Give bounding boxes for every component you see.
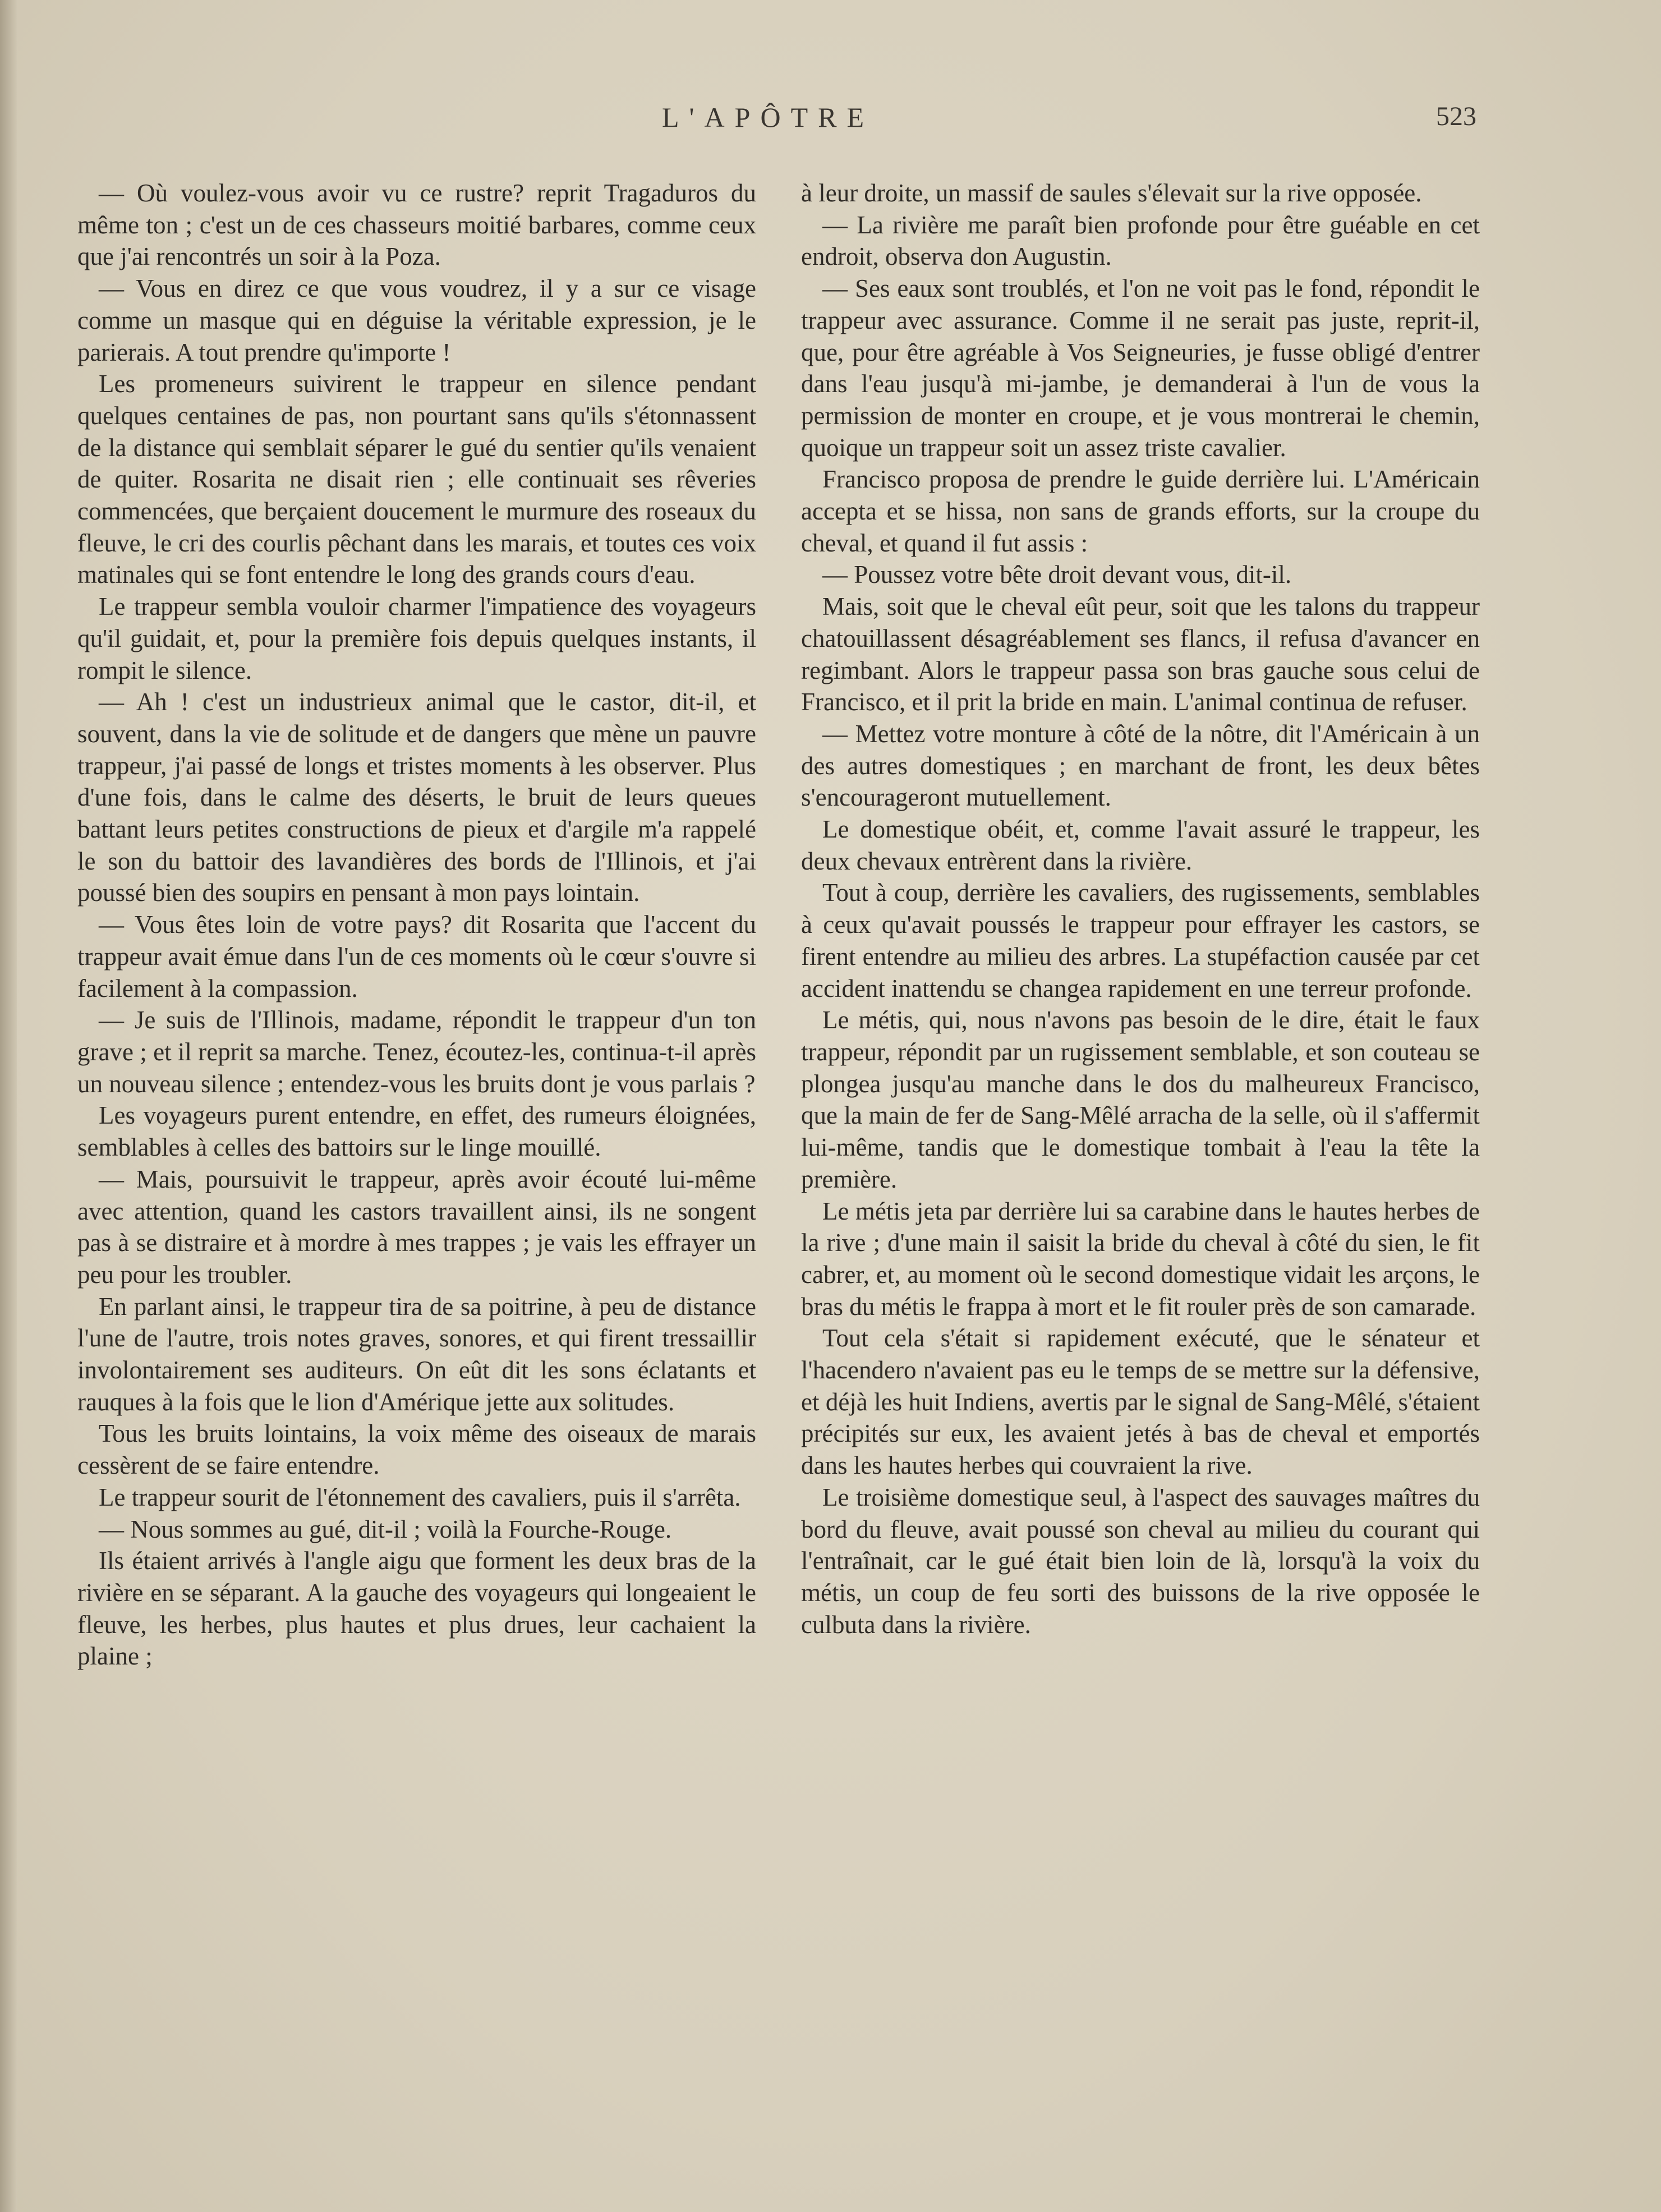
text-column-right — [801, 177, 1480, 1640]
paragraph: Francisco proposa de prendre le guide derrière lui. L'Américain accepta et se hissa, non sans de grands efforts, sur la croupe du cheval, et quand il fut assis : — [801, 465, 1480, 557]
paragraph: — Ses eaux sont troublés, et l'on ne voit pas le fond, répondit le trappeur avec assurance. Comme il ne serait pas juste, reprit-il, que, pour être agréable à Vos Seigneuries, je fusse obligé d'entrer dans l'eau jusqu'à mi-jambe, je demanderai à l'un de vous la permission de monter en croupe, et je vous montrerai le chemin, quoique un trappeur soit un assez triste cavalier. — [801, 274, 1480, 462]
paragraph: — Mettez votre monture à côté de la nôtre, dit l'Américain à un des autres domestiques ; en marchant de front, les deux bêtes s'encourageront mutuellement. — [801, 719, 1480, 812]
paragraph: Les voyageurs purent entendre, en effet, des rumeurs éloignées, semblables à celles des battoirs sur le linge mouillé. — [77, 1101, 756, 1162]
paragraph: à leur droite, un massif de saules s'élevait sur la rive opposée. — [801, 179, 1422, 207]
running-title: L'APÔTRE — [662, 102, 875, 133]
paragraph: — La rivière me paraît bien profonde pour être guéable en cet endroit, observa don Augustin. — [801, 210, 1480, 271]
paragraph: — Mais, poursuivit le trappeur, après avoir écouté lui-même avec attention, quand les castors travaillent ainsi, ils ne songent pas à se distraire et à mordre à mes trappes ; je vais les effrayer un peu pour les troubler. — [77, 1165, 756, 1289]
paragraph: Tout à coup, derrière les cavaliers, des rugissements, semblables à ceux qu'avait poussés le trappeur pour effrayer les castors, se firent entendre au milieu des arbres. La stupéfaction causée par cet accident inattendu se changea rapidement en une terreur profonde. — [801, 879, 1480, 1002]
paragraph: En parlant ainsi, le trappeur tira de sa poitrine, à peu de distance l'une de l'autre, trois notes graves, sonores, et qui firent tressaillir involontairement ses auditeurs. On eût dit les sons éclatants et rauques à la fois que le lion d'Amérique jette aux solitudes. — [77, 1292, 756, 1416]
paragraph: — Nous sommes au gué, dit-il ; voilà la Fourche-Rouge. — [99, 1515, 672, 1543]
paragraph: — Je suis de l'Illinois, madame, répondit le trappeur d'un ton grave ; et il reprit sa marche. Tenez, écoutez-les, continua-t-il après un nouveau silence ; entendez-vous les bruits dont je vous parlais ? — [77, 1006, 756, 1098]
paragraph: Tout cela s'était si rapidement exécuté, que le sénateur et l'hacendero n'avaient pas eu le temps de se mettre sur la défensive, et déjà les huit Indiens, avertis par le signal de Sang-Mêlé, s'étaient précipités sur eux, les avaient jetés à bas de cheval et emportés dans les hautes herbes qui couvraient la rive. — [801, 1324, 1480, 1480]
paragraph: — Poussez votre bête droit devant vous, dit-il. — [822, 560, 1292, 589]
paragraph: — Vous êtes loin de votre pays? dit Rosarita que l'accent du trappeur avait émue dans l'un de ces moments où le cœur s'ouvre si facilement à la compassion. — [77, 910, 756, 1002]
running-head — [0, 101, 1661, 146]
paragraph: Le troisième domestique seul, à l'aspect des sauvages maîtres du bord du fleuve, avait poussé son cheval au milieu du courant qui l'entraînait, car le gué était bien loin de là, lorsqu'à la voix du métis, un coup de feu sorti des buissons de la rive opposée le culbuta dans la rivière. — [801, 1483, 1480, 1639]
paragraph: Le domestique obéit, et, comme l'avait assuré le trappeur, les deux chevaux entrèrent dans la rivière. — [801, 815, 1480, 875]
text-column-left — [77, 177, 756, 1672]
paragraph: Ils étaient arrivés à l'angle aigu que forment les deux bras de la rivière en se séparant. A la gauche des voyageurs qui longeaient le fleuve, les herbes, plus hautes et plus drues, leur cachaient la plaine ; — [77, 1547, 756, 1671]
paragraph: Le métis, qui, nous n'avons pas besoin de le dire, était le faux trappeur, répondit par un rugissement semblable, et son couteau se plongea jusqu'au manche dans le dos du malheureux Francisco, que la main de fer de Sang-Mêlé arracha de la selle, où il s'affermit lui-même, tandis que le domestique tombait à l'eau la tête la première. — [801, 1006, 1480, 1193]
page-gutter-shadow — [0, 0, 17, 2212]
paragraph: Le trappeur sourit de l'étonnement des cavaliers, puis il s'arrêta. — [99, 1483, 741, 1511]
paragraph: Tous les bruits lointains, la voix même des oiseaux de marais cessèrent de se faire entendre. — [77, 1419, 756, 1480]
paragraph: Mais, soit que le cheval eût peur, soit que les talons du trappeur chatouillassent désagréablement ses flancs, il refusa d'avancer en regimbant. Alors le trappeur passa son bras gauche sous celui de Francisco, et il prit la bride en main. L'animal continua de refuser. — [801, 592, 1480, 716]
paragraph: — Où voulez-vous avoir vu ce rustre? reprit Tragaduros du même ton ; c'est un de ces chasseurs moitié barbares, comme ceux que j'ai rencontrés un soir à la Poza. — [77, 179, 756, 271]
paragraph: Le métis jeta par derrière lui sa carabine dans le hautes herbes de la rive ; d'une main il saisit la bride du cheval à côté du sien, le fit cabrer, et, au moment où le second domestique vidait les arçons, le bras du métis le frappa à mort et le fit rouler près de son camarade. — [801, 1197, 1480, 1321]
paragraph: Les promeneurs suivirent le trappeur en silence pendant quelques centaines de pas, non pourtant sans qu'ils s'étonnassent de la distance qui semblait séparer le gué du sentier qu'ils venaient de quiter. Rosarita ne disait rien ; elle continuait ses rêveries commencées, que berçaient doucement le murmure des roseaux du fleuve, le cri des courlis pêchant dans les marais, et toutes ces voix matinales qui se font entendre le long des grands cours d'eau. — [77, 370, 756, 589]
paragraph: Le trappeur sembla vouloir charmer l'impatience des voyageurs qu'il guidait, et, pour la première fois depuis quelques instants, il rompit le silence. — [77, 592, 756, 684]
page-number: 523 — [1436, 102, 1476, 131]
paragraph: — Ah ! c'est un industrieux animal que le castor, dit-il, et souvent, dans la vie de solitude et de dangers que mène un pauvre trappeur, j'ai passé de longs et tristes moments à les observer. Plus d'une fois, dans le calme des déserts, le bruit de leurs queues battant leurs petites constructions de pieux et d'argile m'a rappelé le son du battoir des lavandières des bords de l'Illinois, et j'ai poussé bien des soupirs en pensant à mon pays lointain. — [77, 688, 756, 907]
paragraph: — Vous en direz ce que vous voudrez, il y a sur ce visage comme un masque qui en déguise la véritable expression, je le parierais. A tout prendre qu'importe ! — [77, 274, 756, 366]
